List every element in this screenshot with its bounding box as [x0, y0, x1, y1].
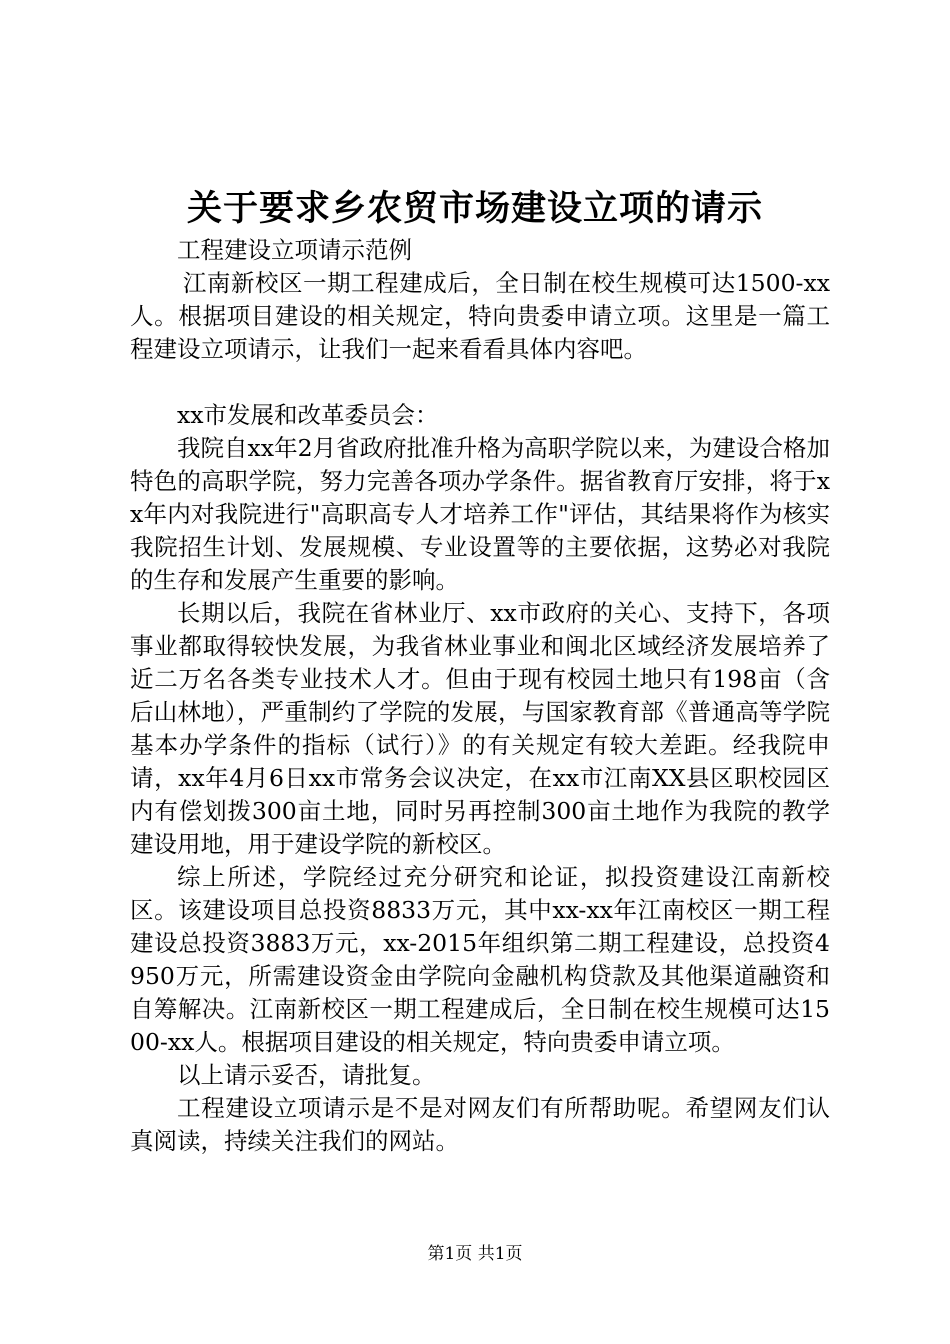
blank-line [130, 366, 830, 399]
closing-note: 工程建设立项请示是不是对网友们有所帮助呢。希望网友们认真阅读，持续关注我们的网站。 [130, 1094, 830, 1155]
body-paragraph-3: 综上所述，学院经过充分研究和论证，拟投资建设江南新校区。该建设项目总投资8833万元，其中xx-xx年江南校区一期工程建设总投资3883万元，xx-2015年组织第二期工程建设，总投资4950万元，所需建设资金由学院向金融机构贷款及其他渠道融资和自筹解决。江南新校区一期工程建成后，全日制在校生规模可达1500-xx人。根据项目建设的相关规定，特向贵委申请立项。 [130, 863, 830, 1056]
salutation: xx市发展和改革委员会： [177, 401, 439, 429]
body-paragraph-1: 我院自xx年2月省政府批准升格为高职学院以来，为建设合格加特色的高职学院，努力完善各项办学条件。据省教育厅安排，将于xx年内对我院进行"高职高专人才培养工作"评估，其结果将作为核实我院招生计划、发展规模、专业设置等的主要依据，这势必对我院的生存和发展产生重要的影响。 [130, 434, 830, 594]
closing-request: 以上请示妥否，请批复。 [177, 1061, 436, 1089]
document-title: 关于要求乡农贸市场建设立项的请示 [186, 188, 763, 229]
intro-paragraph: 江南新校区一期工程建成后，全日制在校生规模可达1500-xx人。根据项目建设的相关规定，特向贵委申请立项。这里是一篇工程建设立项请示，让我们一起来看看具体内容吧。 [130, 269, 830, 363]
intro-label: 工程建设立项请示范例 [177, 236, 412, 264]
body-paragraph-2: 长期以后，我院在省林业厅、xx市政府的关心、支持下，各项事业都取得较快发展，为我省林业事业和闽北区域经济发展培养了近二万名各类专业技术人才。但由于现有校园土地只有198亩（含后山林地），严重制约了学院的发展，与国家教育部《普通高等学院基本办学条件的指标（试行）》的有关规定有较大差距。经我院申请，xx年4月6日xx市常务会议决定，在xx市江南XX县区职校园区内有偿划拨300亩土地，同时另再控制300亩土地作为我院的教学建设用地，用于建设学院的新校区。 [130, 599, 830, 858]
document-body [130, 234, 830, 1158]
page-footer: 第1页 共1页 [427, 1244, 523, 1264]
